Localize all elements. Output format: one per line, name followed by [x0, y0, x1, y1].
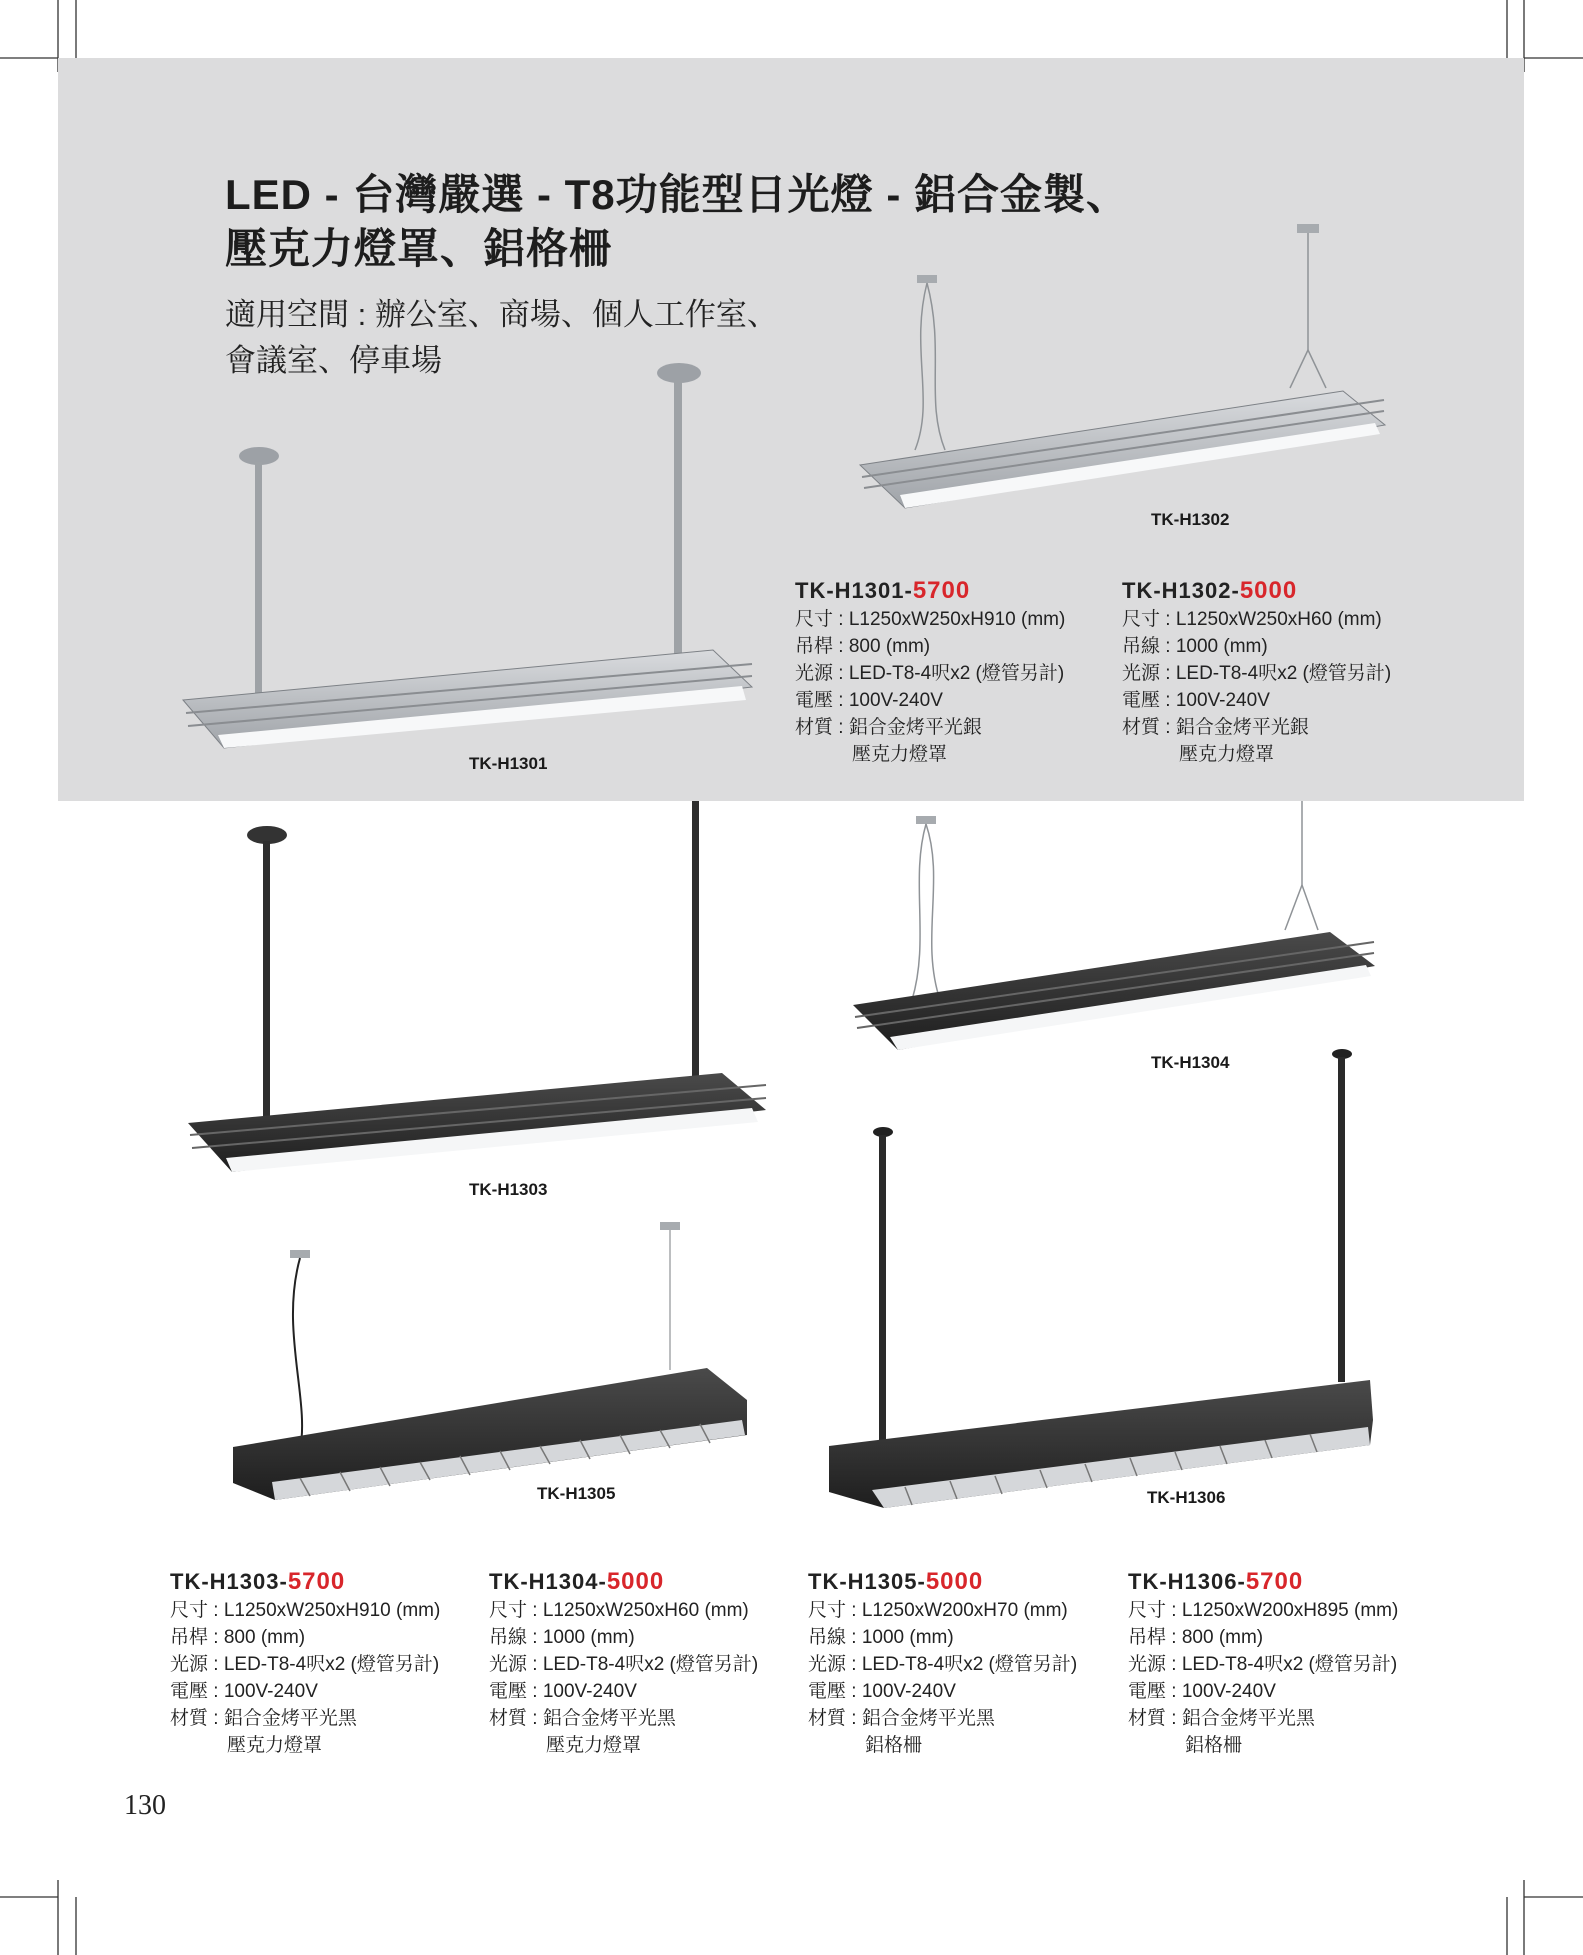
spec-tk-h1301 — [795, 576, 1065, 768]
title-line-1: LED - 台灣嚴選 - T8功能型日光燈 - 鋁合金製、 — [225, 171, 1129, 218]
title-line-2: 壓克力燈罩、鋁格柵 — [225, 225, 613, 272]
price: 5000 — [1239, 577, 1298, 604]
spec-voltage: 電壓 : 100V-240V — [489, 1681, 637, 1702]
spec-material: 材質 : 鋁合金烤平光黑 — [489, 1708, 676, 1729]
spec-material-2: 鋁格柵 — [1185, 1735, 1243, 1756]
caption-tk-h1305: TK-H1305 — [537, 1484, 616, 1503]
spec-hang: 吊桿 : 800 (mm) — [1128, 1627, 1264, 1648]
spec-size: 尺寸 : L1250xW250xH60 (mm) — [1122, 609, 1382, 630]
price: 5700 — [912, 577, 971, 604]
lamp-tk-h1303 — [188, 801, 766, 1172]
spec-size: 尺寸 : L1250xW200xH70 (mm) — [808, 1600, 1068, 1621]
spec-hang: 吊線 : 1000 (mm) — [808, 1627, 954, 1648]
model-name: TK-H1304-5000 — [489, 1568, 665, 1595]
caption-tk-h1301: TK-H1301 — [469, 754, 548, 773]
spec-voltage: 電壓 : 100V-240V — [1128, 1681, 1276, 1702]
spec-material: 材質 : 鋁合金烤平光銀 — [795, 717, 982, 738]
spec-tk-h1305 — [808, 1567, 1077, 1759]
spec-tk-h1304 — [489, 1567, 758, 1759]
model-name: TK-H1302-5000 — [1122, 577, 1298, 604]
spec-size: 尺寸 : L1250xW250xH60 (mm) — [489, 1600, 749, 1621]
lamp-tk-h1305 — [233, 1222, 747, 1500]
lamp-tk-h1301 — [183, 363, 752, 748]
caption-tk-h1303: TK-H1303 — [469, 1180, 548, 1199]
spec-material-2: 壓克力燈罩 — [546, 1735, 642, 1756]
lamp-tk-h1304 — [853, 801, 1375, 1050]
spec-voltage: 電壓 : 100V-240V — [795, 690, 943, 711]
lamp-tk-h1306 — [829, 1049, 1373, 1508]
spec-light: 光源 : LED-T8-4呎x2 (燈管另計) — [170, 1654, 440, 1675]
price: 5700 — [287, 1568, 346, 1595]
spec-size: 尺寸 : L1250xW250xH910 (mm) — [795, 609, 1066, 630]
model-name: TK-H1306-5700 — [1128, 1568, 1304, 1595]
subtitle-line-1: 適用空間 : 辦公室、商場、個人工作室、 — [225, 297, 778, 332]
spec-light: 光源 : LED-T8-4呎x2 (燈管另計) — [489, 1654, 759, 1675]
subtitle-line-2: 會議室、停車場 — [225, 343, 442, 378]
spec-voltage: 電壓 : 100V-240V — [170, 1681, 318, 1702]
spec-size: 尺寸 : L1250xW250xH910 (mm) — [170, 1600, 441, 1621]
spec-hang: 吊桿 : 800 (mm) — [170, 1627, 306, 1648]
caption-tk-h1302: TK-H1302 — [1151, 510, 1230, 529]
price: 5000 — [606, 1568, 665, 1595]
spec-material: 材質 : 鋁合金烤平光黑 — [170, 1708, 357, 1729]
price: 5000 — [925, 1568, 984, 1595]
spec-material: 材質 : 鋁合金烤平光黑 — [1128, 1708, 1315, 1729]
spec-material: 材質 : 鋁合金烤平光黑 — [808, 1708, 995, 1729]
spec-light: 光源 : LED-T8-4呎x2 (燈管另計) — [1128, 1654, 1398, 1675]
spec-voltage: 電壓 : 100V-240V — [1122, 690, 1270, 711]
caption-tk-h1306: TK-H1306 — [1147, 1488, 1226, 1507]
spec-material-2: 鋁格柵 — [865, 1735, 923, 1756]
spec-voltage: 電壓 : 100V-240V — [808, 1681, 956, 1702]
page-number: 130 — [124, 1790, 166, 1821]
spec-material-2: 壓克力燈罩 — [852, 744, 948, 765]
spec-material-2: 壓克力燈罩 — [1179, 744, 1275, 765]
price: 5700 — [1245, 1568, 1304, 1595]
model-name: TK-H1303-5700 — [170, 1568, 346, 1595]
caption-tk-h1304: TK-H1304 — [1151, 1053, 1230, 1072]
spec-tk-h1302 — [1122, 576, 1391, 768]
spec-light: 光源 : LED-T8-4呎x2 (燈管另計) — [808, 1654, 1078, 1675]
model-name: TK-H1301-5700 — [795, 577, 971, 604]
spec-material: 材質 : 鋁合金烤平光銀 — [1122, 717, 1309, 738]
spec-tk-h1306 — [1128, 1567, 1398, 1759]
spec-light: 光源 : LED-T8-4呎x2 (燈管另計) — [795, 663, 1065, 684]
spec-hang: 吊線 : 1000 (mm) — [1122, 636, 1268, 657]
spec-light: 光源 : LED-T8-4呎x2 (燈管另計) — [1122, 663, 1392, 684]
spec-tk-h1303 — [170, 1567, 440, 1759]
lamp-tk-h1302 — [860, 224, 1385, 508]
spec-size: 尺寸 : L1250xW200xH895 (mm) — [1128, 1600, 1399, 1621]
spec-hang: 吊桿 : 800 (mm) — [795, 636, 931, 657]
spec-material-2: 壓克力燈罩 — [227, 1735, 323, 1756]
model-name: TK-H1305-5000 — [808, 1568, 984, 1595]
spec-hang: 吊線 : 1000 (mm) — [489, 1627, 635, 1648]
